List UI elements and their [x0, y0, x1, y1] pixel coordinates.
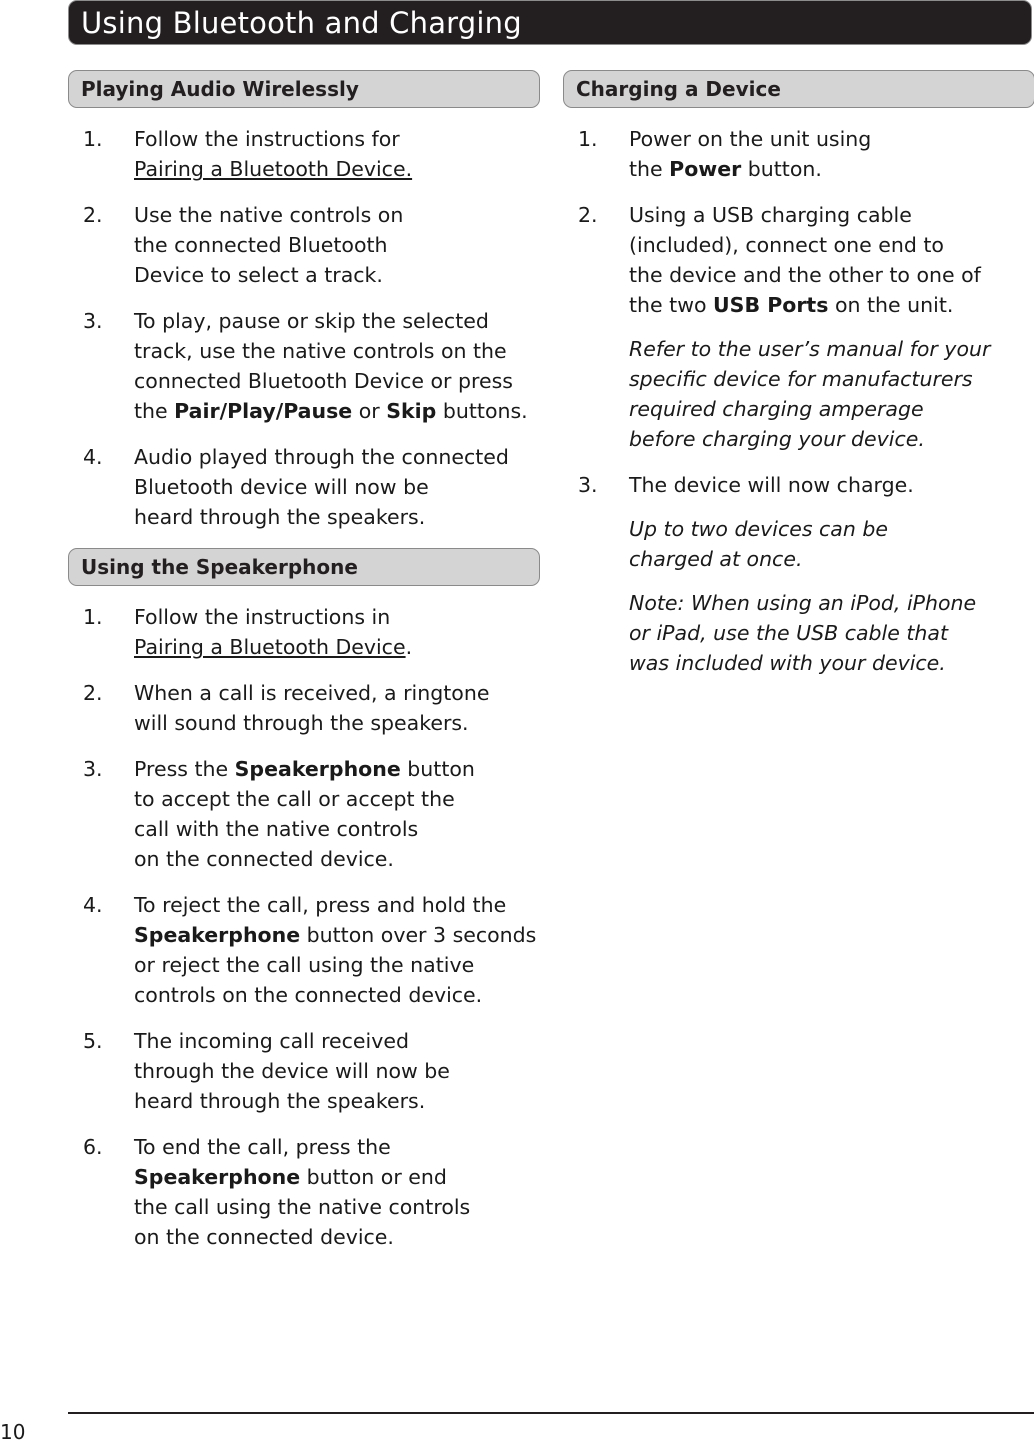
note-text: required charging amperage: [629, 397, 924, 421]
button-term: Speakerphone: [134, 1165, 301, 1189]
step-text: To play, pause or skip the selected: [134, 309, 489, 333]
button-term: Speakerphone: [234, 757, 401, 781]
step-number: 1.: [578, 127, 598, 151]
list-item: [563, 470, 1034, 678]
step-number: 6.: [83, 1135, 103, 1159]
step-number: 1.: [83, 127, 103, 151]
note-text: Refer to the user’s manual for your: [629, 337, 991, 361]
step-text: Follow the instructions for: [134, 127, 400, 151]
note-text: or iPad, use the USB cable that: [629, 621, 949, 645]
list-item: [68, 678, 540, 738]
page-header: [68, 0, 1032, 45]
text-run: button: [400, 757, 475, 781]
step-number: 2.: [83, 681, 103, 705]
list-item: [68, 124, 540, 184]
text-run: the two: [629, 293, 714, 317]
pairing-link[interactable]: Pairing a Bluetooth Device.: [134, 157, 413, 181]
speakerphone-steps: [68, 602, 540, 1252]
step-text: The device will now charge.: [629, 473, 914, 497]
text-run: Press the: [134, 757, 235, 781]
charging-steps: [563, 124, 1034, 678]
list-item: [68, 442, 540, 532]
list-item: [563, 124, 1034, 184]
step-number: 3.: [83, 309, 103, 333]
note-text: Up to two devices can be: [629, 517, 888, 541]
note-text: specific device for manufacturers: [629, 367, 973, 391]
step-text: the device and the other to one of: [629, 263, 981, 287]
step-text: [134, 1162, 540, 1192]
section-heading-charging: Charging a Device: [563, 70, 1034, 108]
step-text: call with the native controls: [134, 817, 419, 841]
button-term: Power: [669, 157, 742, 181]
step-number: 3.: [578, 473, 598, 497]
step-text: [134, 632, 540, 662]
text-run: .: [405, 635, 413, 659]
text-run: on the unit.: [828, 293, 954, 317]
text-run: the: [629, 157, 670, 181]
step-text: (included), connect one end to: [629, 233, 944, 257]
step-text: Bluetooth device will now be: [134, 475, 429, 499]
step-number: 4.: [83, 893, 103, 917]
step-text: Use the native controls on: [134, 203, 404, 227]
step-text: controls on the connected device.: [134, 983, 483, 1007]
step-text: connected Bluetooth Device or press: [134, 369, 513, 393]
step-text: Device to select a track.: [134, 263, 383, 287]
list-item: [68, 890, 540, 1010]
list-item: [68, 754, 540, 874]
text-run: button over 3 seconds: [300, 923, 537, 947]
list-item: [68, 602, 540, 662]
text-run: or: [352, 399, 387, 423]
step-number: 2.: [83, 203, 103, 227]
step-text: The incoming call received: [134, 1029, 409, 1053]
button-term: Skip: [386, 399, 437, 423]
step-text: To reject the call, press and hold the: [134, 893, 507, 917]
ipod-cable-note: [629, 588, 1034, 678]
button-term: Pair/Play/Pause: [174, 399, 353, 423]
two-devices-note: [629, 514, 1034, 574]
note-text: Note: When using an iPod, iPhone: [629, 591, 977, 615]
section-heading-speakerphone: Using the Speakerphone: [68, 548, 540, 586]
step-number: 3.: [83, 757, 103, 781]
text-run: buttons.: [436, 399, 528, 423]
list-item: [563, 200, 1034, 454]
step-number: 2.: [578, 203, 598, 227]
step-number: 1.: [83, 605, 103, 629]
note-text: charged at once.: [629, 547, 803, 571]
step-text: Audio played through the connected: [134, 445, 509, 469]
step-text: through the device will now be: [134, 1059, 450, 1083]
list-item: [68, 1132, 540, 1252]
step-number: 5.: [83, 1029, 103, 1053]
step-text: track, use the native controls on the: [134, 339, 507, 363]
text-run: button.: [741, 157, 822, 181]
pairing-link[interactable]: Pairing a Bluetooth Device: [134, 635, 406, 659]
list-item: [68, 1026, 540, 1116]
step-text: the connected Bluetooth: [134, 233, 388, 257]
right-column: [563, 70, 1034, 678]
step-text: heard through the speakers.: [134, 1089, 426, 1113]
step-text: [629, 154, 1034, 184]
button-term: USB Ports: [713, 293, 829, 317]
text-run: the: [134, 399, 175, 423]
step-text: [134, 754, 540, 784]
page-number: 10: [0, 1420, 26, 1444]
step-number: 4.: [83, 445, 103, 469]
step-text: or reject the call using the native: [134, 953, 475, 977]
step-text: on the connected device.: [134, 847, 394, 871]
playing-audio-steps: [68, 124, 540, 532]
left-column: [68, 70, 540, 1252]
page-title: Using Bluetooth and Charging: [81, 6, 522, 40]
button-term: Speakerphone: [134, 923, 301, 947]
step-text: on the connected device.: [134, 1225, 394, 1249]
charging-amperage-note: [629, 334, 1034, 454]
step-text: [134, 920, 540, 950]
step-text: When a call is received, a ringtone: [134, 681, 490, 705]
step-text: heard through the speakers.: [134, 505, 426, 529]
step-text: Follow the instructions in: [134, 605, 391, 629]
step-text: to accept the call or accept the: [134, 787, 455, 811]
list-item: [68, 306, 540, 426]
step-text: To end the call, press the: [134, 1135, 391, 1159]
step-text: [134, 396, 540, 426]
list-item: [68, 200, 540, 290]
step-text: [629, 290, 1034, 320]
section-heading-playing-audio: Playing Audio Wirelessly: [68, 70, 540, 108]
note-text: before charging your device.: [629, 427, 925, 451]
footer-divider: [68, 1412, 1034, 1414]
step-text: Power on the unit using: [629, 127, 872, 151]
text-run: button or end: [300, 1165, 447, 1189]
step-text: the call using the native controls: [134, 1195, 471, 1219]
step-text: will sound through the speakers.: [134, 711, 469, 735]
note-text: was included with your device.: [629, 651, 946, 675]
step-text: Using a USB charging cable: [629, 203, 912, 227]
